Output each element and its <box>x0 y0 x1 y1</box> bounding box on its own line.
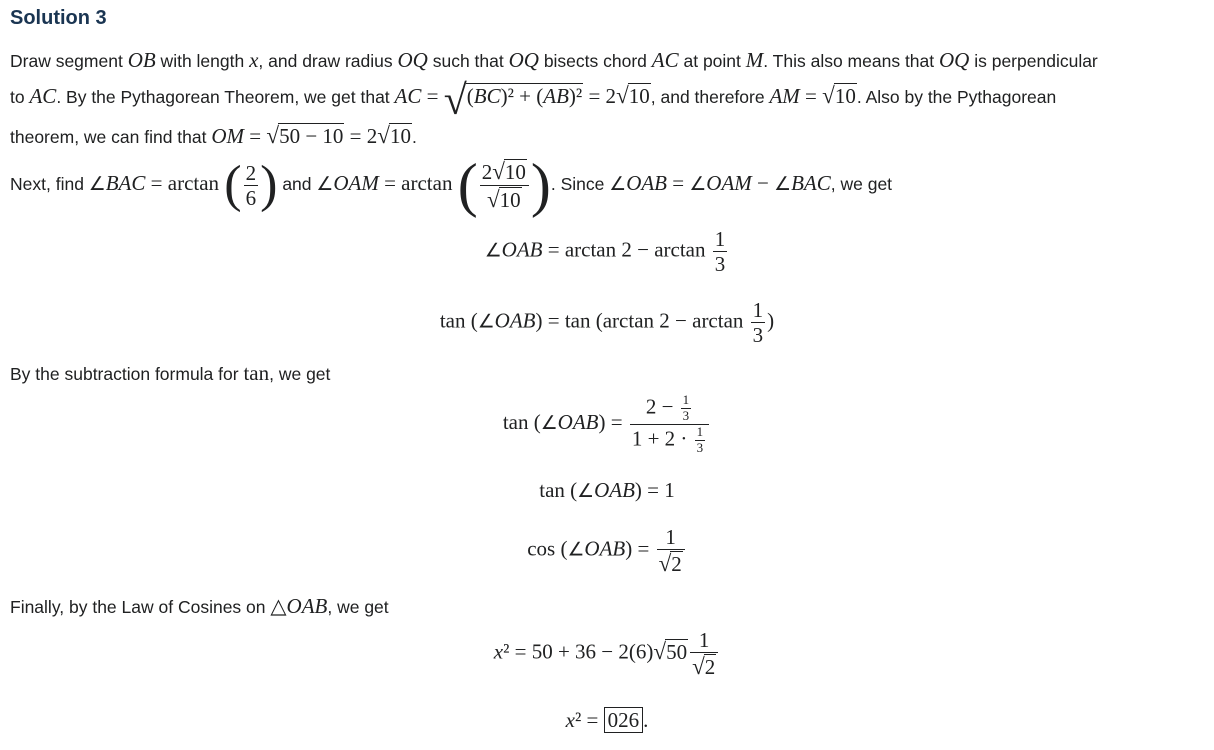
equation-final-answer: x² = 026 . <box>565 708 649 732</box>
paragraph-setup <box>10 43 1206 154</box>
paragraph-subtraction: By the subtraction formula for tan, we get <box>10 361 331 385</box>
equation-cos: cos (∠OAB) = $\frac{1}{√2}$ <box>0 525 1214 577</box>
equation-tan-fraction: tan (∠OAB) = 2 − $\frac{1}{3}$ 1 + 2 · $\frac{1}{3}$ <box>0 393 1214 456</box>
line-1: Draw segment OB with length x, and draw radius OQ such that OQ bisects chord AC at point M. This also means that OQ is perpendicular <box>10 48 1098 72</box>
boxed-answer: 026 <box>604 707 644 733</box>
paragraph-angles: Next, find ∠BAC = arctan ( $\frac{2}{6}$ ) and ∠OAM = arctan ( $\frac{2√10}{√10}$ ). Since ∠OAB = ∠OAM − ∠BAC, we get <box>10 152 893 219</box>
equation-tan-oab: tan (∠OAB) = tan (arctan 2 − arctan $\frac{1}{3}$ ) <box>439 298 775 348</box>
paragraph-law-of-cosines: Finally, by the Law of Cosines on △OAB, we get <box>10 594 389 618</box>
equation-oab: ∠OAB = arctan 2 − arctan $\frac{1}{3}$ <box>484 227 726 277</box>
line-2: to AC. By the Pythagorean Theorem, we get that AC = √(BC)² + (AB)² = 2√10, and therefore AM = √10. Also by the Pythagorean <box>10 77 1057 124</box>
solution-heading: Solution 3 <box>10 7 107 29</box>
line-3: theorem, we can find that OM = √50 − 10 = 2√10. <box>10 121 417 148</box>
equation-tan-one: tan (∠OAB) = 1 <box>539 478 675 502</box>
equation-law-of-cosines: x² = 50 + 36 − 2(6)√50 $\frac{1}{√2}$ <box>0 628 1214 680</box>
